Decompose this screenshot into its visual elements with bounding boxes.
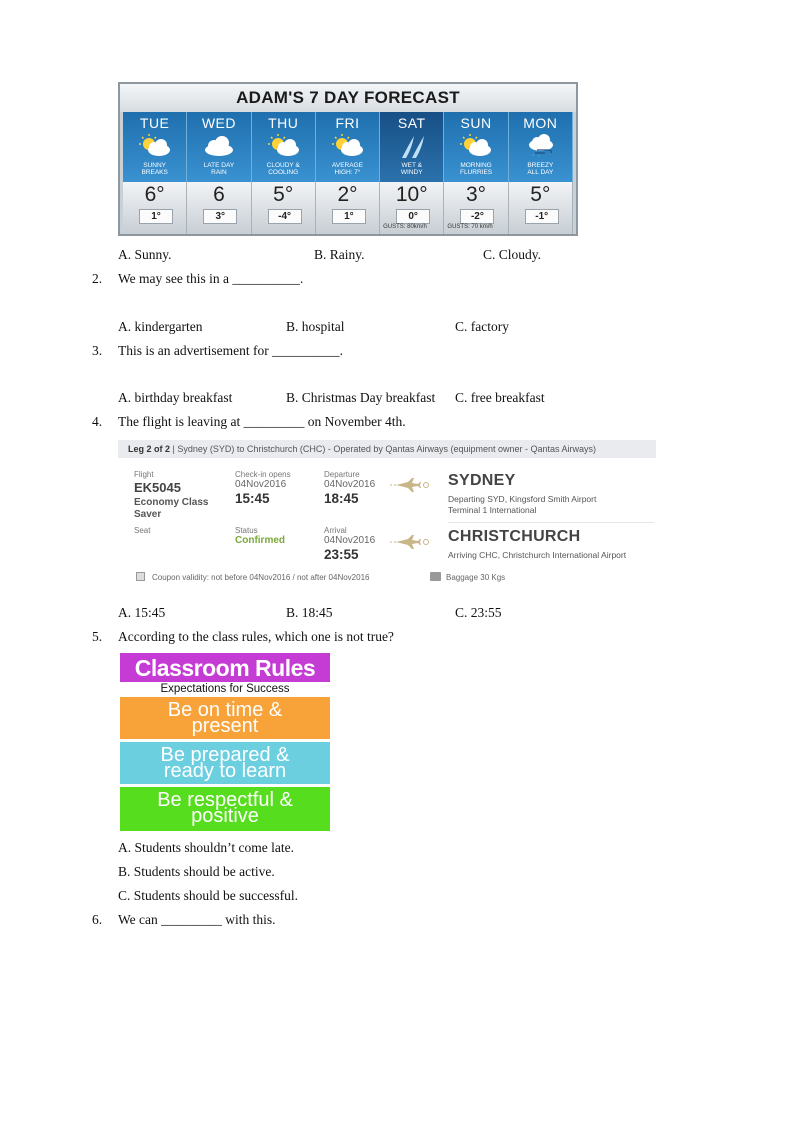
arrival-time: 23:55 [324,547,359,562]
day-name: TUE [139,115,170,131]
rule-line: positive [191,805,259,827]
low-temp: 3° [203,209,237,224]
description-line: WET & [401,162,422,169]
leg-route: | Sydney (SYD) to Christchurch (CHC) - Operated by Qantas Airways (equipment owner - Qantas Airways) [170,444,597,454]
plane-icon [388,478,430,492]
q2-option-b[interactable]: B. hospital [286,319,345,334]
description-line: MORNING [460,162,492,169]
q3-option-c[interactable]: C. free breakfast [455,390,545,405]
low-temp: 1° [139,209,173,224]
flight-itinerary-image [118,440,656,592]
q4-question: The flight is leaving at _________ on November 4th. [118,414,406,429]
high-temp: 5° [530,183,551,206]
forecast-title: ADAM'S 7 DAY FORECAST [120,84,576,112]
weather-description [316,162,379,176]
description-line: ALL DAY [527,169,554,176]
weather-forecast-image [118,82,578,236]
weather-description [123,162,186,176]
temperature-panel [252,182,316,234]
rule-line: Be respectful & [157,789,293,811]
rule-respectful [120,787,330,831]
description-line: COOLING [268,169,299,176]
q2-option-a[interactable]: A. kindergarten [118,319,203,334]
forecast-day-sat [380,112,444,236]
q1-option-a[interactable]: A. Sunny. [118,247,172,262]
rule-on-time [120,697,330,739]
q2-question: We may see this in a __________. [118,271,304,286]
forecast-day-thu [252,112,316,236]
departure-label: Departure [324,470,360,479]
temperature-panel [509,182,573,234]
arrival-label: Arrival [324,526,347,535]
forecast-day-header [123,112,187,182]
temperature-panel [187,182,251,234]
low-temp: 0° [396,209,430,224]
plane-icon [388,535,430,549]
destination-airport: Arriving CHC, Christchurch International Airport [448,550,627,560]
day-name: MON [523,115,558,131]
q5-option-c[interactable]: C. Students should be successful. [118,888,298,903]
forecast-day-header [380,112,444,182]
flight-label: Flight [134,470,154,479]
q3-option-a[interactable]: A. birthday breakfast [118,390,233,405]
q4-number: 4. [92,414,103,429]
high-temp: 10° [395,183,428,206]
checkin-label: Check-in opens [235,470,291,479]
forecast-day-mon [509,112,573,236]
temperature-panel [444,182,508,234]
weather-description [509,162,572,176]
checkin-time: 15:45 [235,491,270,506]
baggage-icon [430,572,441,581]
destination-city: CHRISTCHURCH [448,528,581,545]
cloud-icon [201,134,237,158]
forecast-day-wed [187,112,251,236]
forecast-day-header [252,112,316,182]
weather-description [252,162,315,176]
rule-line: Be prepared & [160,744,290,766]
origin-terminal: Terminal 1 International [448,505,537,515]
high-temp: 5° [273,183,294,206]
low-temp: 1° [332,209,366,224]
sun-cloud-icon [266,134,302,158]
forecast-day-sun [444,112,508,236]
day-name: WED [201,115,236,131]
weather-description [187,162,250,176]
forecast-day-header [509,112,573,182]
baggage-allowance: Baggage 30 Kgs [446,573,506,582]
departure-date: 04Nov2016 [324,479,376,490]
calendar-icon [136,572,145,581]
temperature-panel [316,182,380,234]
rules-title: Classroom Rules [120,653,330,682]
q6-question: We can _________ with this. [118,912,276,927]
seat-label: Seat [134,526,151,535]
classroom-rules-poster [120,653,330,831]
q5-question: According to the class rules, which one is not true? [118,629,394,644]
low-temp: -2° [460,209,494,224]
status-label: Status [235,526,258,535]
q3-question: This is an advertisement for __________. [118,343,343,358]
q5-option-b[interactable]: B. Students should be active. [118,864,275,879]
rule-line: Be on time & [167,699,283,721]
forecast-days [123,112,573,236]
divider [448,522,654,523]
description-line: SUNNY [143,162,167,169]
q4-option-c[interactable]: C. 23:55 [455,605,502,620]
rain-icon [394,134,430,158]
arrival-date: 04Nov2016 [324,535,376,546]
description-line: BREEZY [527,162,554,169]
q5-option-a[interactable]: A. Students shouldn’t come late. [118,840,294,855]
origin-city: SYDNEY [448,472,516,489]
high-temp: 6 [213,183,225,206]
high-temp: 3° [466,183,487,206]
q4-option-b[interactable]: B. 18:45 [286,605,333,620]
description-line: CLOUDY & [266,162,300,169]
q3-option-b[interactable]: B. Christmas Day breakfast [286,390,436,405]
wind-cloud-icon [523,134,559,158]
weather-description [444,162,507,176]
leg-label: Leg 2 of 2 [128,444,171,454]
description-line: LATE DAY [203,162,235,169]
origin-airport: Departing SYD, Kingsford Smith Airport [448,494,597,504]
day-name: THU [268,115,299,131]
rules-subtitle: Expectations for Success [120,682,330,697]
weather-description [380,162,443,176]
temperature-panel [380,182,444,234]
sun-cloud-icon [458,134,494,158]
checkin-date: 04Nov2016 [235,479,287,490]
gusts-sat: GUSTS: 80km/h [383,224,427,230]
day-name: SAT [397,115,426,131]
low-temp: -1° [525,209,559,224]
description-line: BREAKS [141,169,168,176]
description-line: WINDY [400,169,423,176]
q2-number: 2. [92,271,103,286]
q5-number: 5. [92,629,103,644]
forecast-day-header [187,112,251,182]
gusts-sun: GUSTS: 70 km/h [447,224,493,230]
forecast-day-header [444,112,508,182]
low-temp: -4° [268,209,302,224]
description-line: RAIN [211,169,227,176]
flight-leg-header [118,440,656,458]
fare-class: Economy Class [134,497,209,508]
description-line: FLURRIES [459,169,493,176]
high-temp: 2° [337,183,358,206]
sun-cloud-icon [137,134,173,158]
forecast-day-fri [316,112,380,236]
fare-type: Saver [134,509,162,520]
flight-code: EK5045 [134,480,181,495]
status-badge: Confirmed [235,535,285,546]
q1-option-c[interactable]: C. Cloudy. [483,247,542,262]
rule-prepared [120,742,330,784]
forecast-day-tue [123,112,187,236]
day-name: SUN [460,115,492,131]
q6-number: 6. [92,912,103,927]
q3-number: 3. [92,343,103,358]
q1-option-b[interactable]: B. Rainy. [314,247,365,262]
rule-line: present [191,715,259,737]
description-line: HIGH: 7° [334,169,361,176]
departure-time: 18:45 [324,491,359,506]
day-name: FRI [335,115,360,131]
temperature-panel [123,182,187,234]
forecast-day-header [316,112,380,182]
description-line: AVERAGE [332,162,363,169]
q2-option-c[interactable]: C. factory [455,319,509,334]
sun-cloud-icon [330,134,366,158]
coupon-validity: Coupon validity: not before 04Nov2016 / not after 04Nov2016 [152,573,370,582]
rule-line: ready to learn [163,760,287,782]
q4-option-a[interactable]: A. 15:45 [118,605,166,620]
high-temp: 6° [144,183,165,206]
